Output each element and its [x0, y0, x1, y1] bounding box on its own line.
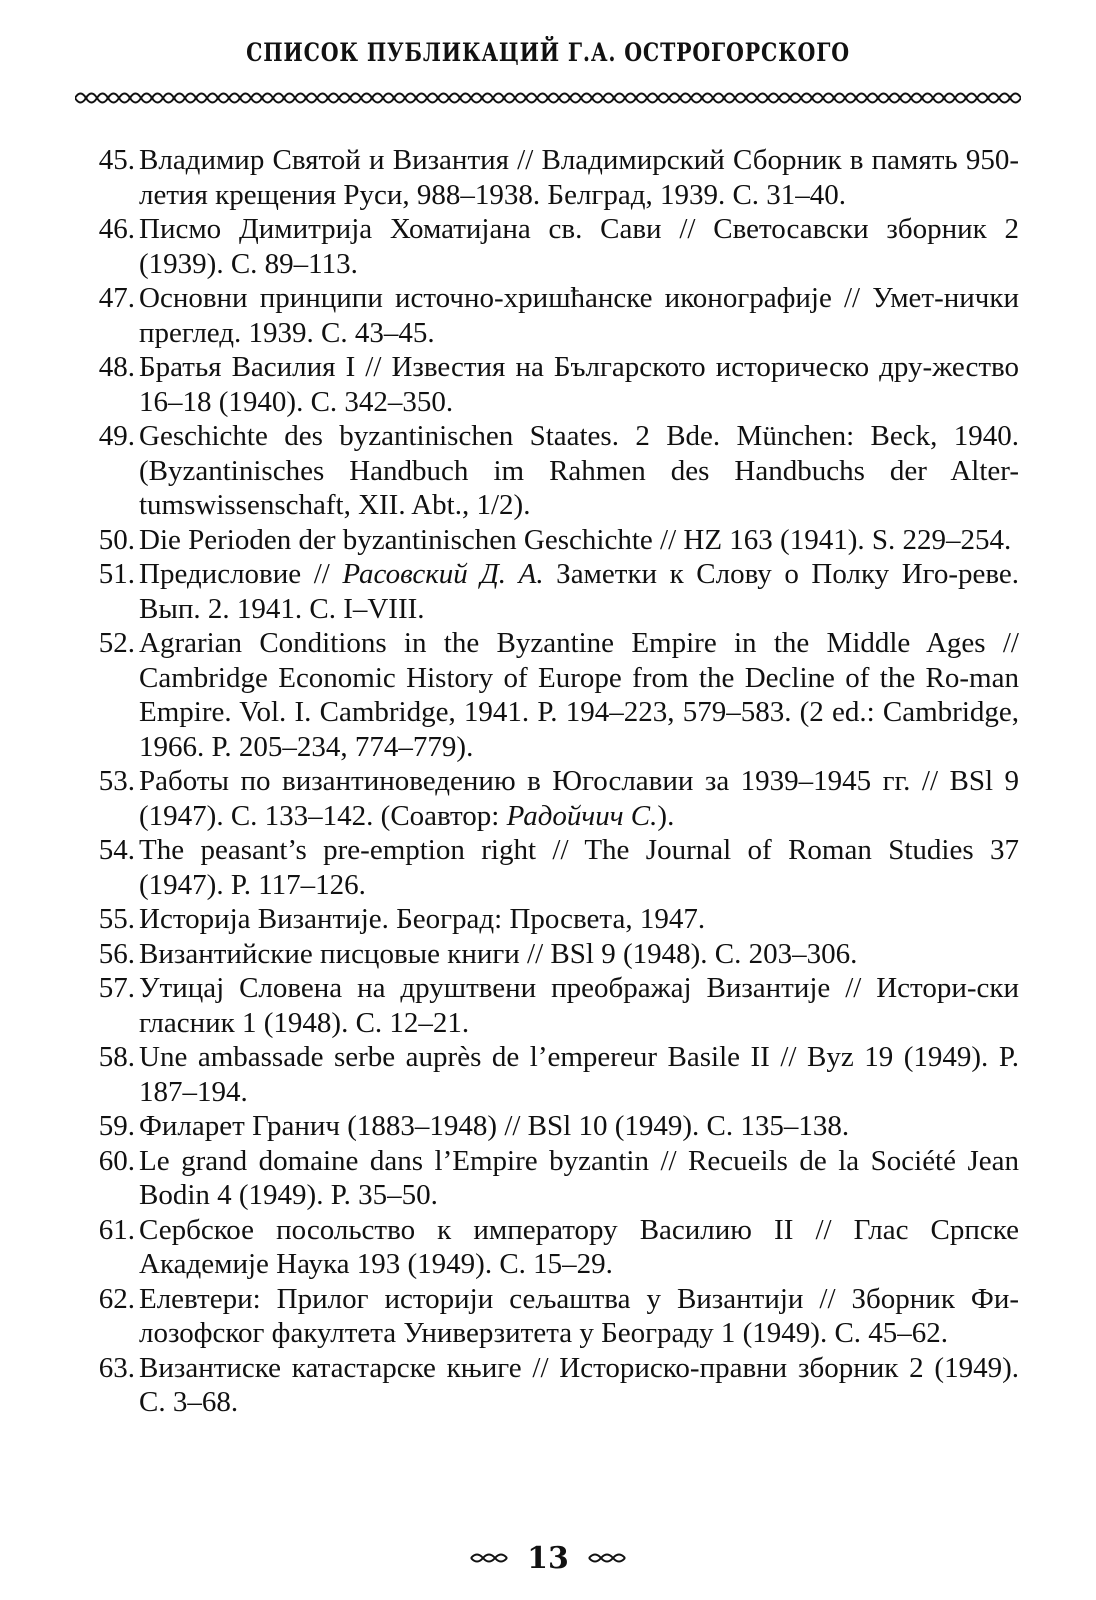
entry-number: 47.	[98, 282, 135, 314]
publication-entry	[0, 1282, 1096, 1351]
entry-text-part: Заметки к Слову о Полку Иго-реве. Вып. 2. 1941. С. I–VIII.	[139, 558, 1019, 625]
publication-entry	[0, 833, 1096, 902]
entry-number: 56.	[98, 937, 135, 970]
entry-text: Geschichte des byzantinischen Staates. 2 Bde. München: Beck, 1940. (Byzantinisches Handbuch im Rahmen des Handbuchs der Alter-tumswissenschaft, XII. Abt., 1/2).	[139, 420, 1019, 521]
entry-number: 50.	[98, 523, 135, 556]
entry-number: 57.	[98, 972, 135, 1004]
entry-text: Писмо Димитрија Хоматијана св. Сави // Светосавски зборник 2 (1939). С. 89–113.	[139, 213, 1019, 280]
entry-number: 58.	[98, 1041, 135, 1073]
publication-entry	[0, 626, 1096, 764]
entry-number: 45.	[98, 144, 135, 176]
entry-number: 49.	[98, 420, 135, 452]
entry-text-part: Работы по византиноведению в Югославии за 1939–1945 гг. // BSl 9 (1947). С. 133–142. (Соавтор:	[139, 765, 1019, 832]
publication-entry	[0, 1144, 1096, 1213]
entry-text: Историја Византије. Београд: Просвета, 1947.	[139, 903, 706, 935]
publication-entry	[0, 1351, 1096, 1420]
entry-number: 54.	[98, 834, 135, 866]
entry-text: Елевтери: Прилог историји сељаштва у Византији // Зборник Фи-лозофског факултета Универзитета у Београду 1 (1949). С. 45–62.	[139, 1282, 1019, 1349]
footer-ornament-right	[587, 1551, 627, 1565]
entry-text: Le grand domaine dans l’Empire byzantin // Recueils de la Société Jean Bodin 4 (1949). P. 35–50.	[139, 1144, 1019, 1211]
publication-entry	[0, 143, 1096, 212]
publication-entry	[0, 937, 1096, 972]
entry-text: Сербское посольство к императору Василию II // Глас Српске Академије Наука 193 (1949). С. 15–29.	[139, 1213, 1019, 1280]
entry-text: Византиске катастарске књиге // Историско-правни зборник 2 (1949). С. 3–68.	[139, 1351, 1019, 1418]
entry-number: 46.	[98, 213, 135, 245]
publication-entry	[0, 1109, 1096, 1144]
publication-entry	[0, 557, 1096, 626]
entry-text: Утицај Словена на друштвени преображај Византије // Истори-ски гласник 1 (1948). С. 12–21.	[139, 972, 1019, 1039]
publication-entry	[0, 764, 1096, 833]
entry-number: 48.	[98, 351, 135, 383]
page-footer	[0, 1538, 1096, 1578]
publication-entry	[0, 281, 1096, 350]
entry-number: 60.	[98, 1144, 135, 1177]
entry-text: Византийские писцовые книги // BSl 9 (1948). С. 203–306.	[139, 937, 858, 970]
ornamental-divider	[75, 88, 1021, 108]
entry-text: Братья Василия I // Известия на Българското историческо дру-жество 16–18 (1940). С. 342–350.	[139, 351, 1019, 418]
publication-entry	[0, 212, 1096, 281]
page-number: 13	[527, 1540, 569, 1576]
publication-entry	[0, 902, 1096, 937]
publication-list	[0, 143, 1096, 1420]
entry-text: Филарет Гранич (1883–1948) // BSl 10 (1949). С. 135–138.	[139, 1110, 850, 1142]
entry-text: Une ambassade serbe auprès de l’empereur Basile II // Byz 19 (1949). P. 187–194.	[139, 1041, 1019, 1108]
entry-author-italic: Радойчич С.	[506, 799, 658, 832]
entry-text: Владимир Святой и Византия // Владимирский Сборник в память 950-летия крещения Руси, 988–1938. Белград, 1939. С. 31–40.	[139, 144, 1019, 211]
entry-text: Agrarian Conditions in the Byzantine Empire in the Middle Ages // Cambridge Economic History of Europe from the Decline of the Ro-man Empire. Vol. I. Cambridge, 1941. P. 194–223, 579–583. (2 ed.: Cambridge, 1966. P. 205–234, 774–779).	[139, 627, 1019, 763]
entry-text: Основни принципи источно-хришћанске иконографије // Умет-нички преглед. 1939. С. 43–45.	[139, 282, 1019, 349]
entry-number: 61.	[98, 1213, 135, 1246]
publication-entry	[0, 523, 1096, 558]
entry-number: 55.	[98, 903, 135, 935]
entry-text-part: Предисловие //	[139, 558, 343, 590]
publication-entry	[0, 419, 1096, 523]
entry-text-part: ).	[657, 799, 675, 832]
entry-number: 59.	[98, 1110, 135, 1142]
entry-number: 62.	[98, 1282, 135, 1315]
publication-entry	[0, 1213, 1096, 1282]
entry-text: Die Perioden der byzantinischen Geschichte // HZ 163 (1941). S. 229–254.	[139, 523, 1012, 556]
running-header: СПИСОК ПУБЛИКАЦИЙ Г.А. ОСТРОГОРСКОГО	[246, 38, 850, 67]
entry-author-italic: Расовский Д. А.	[342, 558, 544, 590]
entry-text: The peasant’s pre-emption right // The Journal of Roman Studies 37 (1947). P. 117–126.	[139, 834, 1019, 901]
publication-entry	[0, 1040, 1096, 1109]
entry-number: 51.	[98, 558, 135, 590]
entry-text	[139, 557, 1019, 626]
entry-number: 63.	[98, 1351, 135, 1384]
entry-number: 53.	[98, 765, 135, 797]
entry-number: 52.	[98, 627, 135, 659]
footer-ornament-left	[469, 1551, 509, 1565]
entry-text	[139, 764, 1019, 833]
publication-entry	[0, 350, 1096, 419]
publication-entry	[0, 971, 1096, 1040]
